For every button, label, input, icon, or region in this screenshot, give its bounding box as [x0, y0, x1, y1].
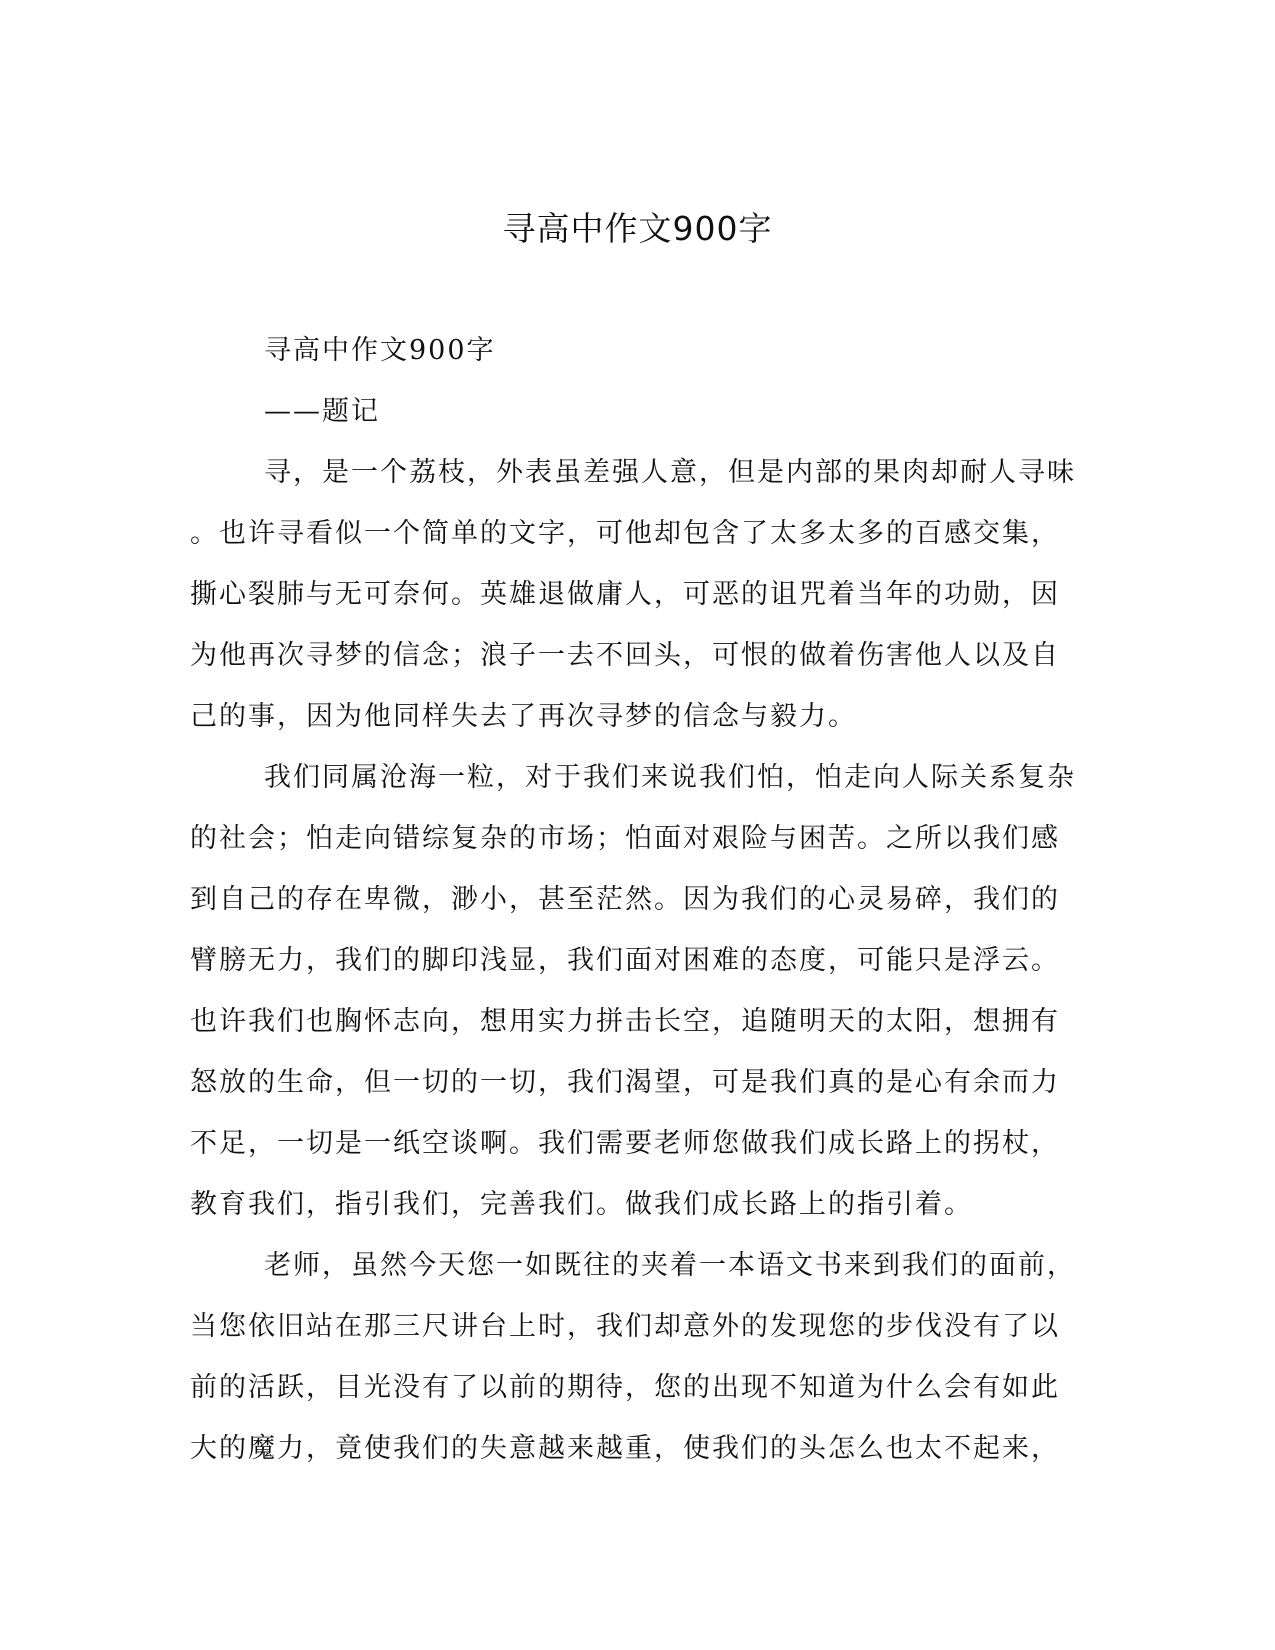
paragraph-line: 臂膀无力，我们的脚印浅显，我们面对困难的态度，可能只是浮云。	[190, 945, 1060, 976]
epigraph-line: ——题记	[264, 396, 380, 427]
paragraph-line: 为他再次寻梦的信念；浪子一去不回头，可恨的做着伤害他人以及自	[190, 640, 1060, 671]
subtitle-line: 寻高中作文900字	[264, 335, 496, 366]
paragraph-line: 大的魔力，竟使我们的失意越来越重，使我们的头怎么也太不起来，	[190, 1433, 1060, 1464]
paragraph-line: 己的事，因为他同样失去了再次寻梦的信念与毅力。	[190, 701, 857, 732]
paragraph-3	[190, 1235, 1080, 1479]
paragraph-line: 当您依旧站在那三尺讲台上时，我们却意外的发现您的步伐没有了以	[190, 1311, 1060, 1342]
paragraph-line: 怒放的生命，但一切的一切，我们渴望，可是我们真的是心有余而力	[190, 1067, 1060, 1098]
paragraph-1	[190, 442, 1080, 747]
paragraph-line: 寻，是一个荔枝，外表虽差强人意，但是内部的果肉却耐人寻味	[264, 457, 1076, 488]
paragraph-line: 老师，虽然今天您一如既往的夹着一本语文书来到我们的面前，	[264, 1250, 1076, 1281]
paragraph-line: 教育我们，指引我们，完善我们。做我们成长路上的指引着。	[190, 1189, 973, 1220]
paragraph-line: 到自己的存在卑微，渺小，甚至茫然。因为我们的心灵易碎，我们的	[190, 884, 1060, 915]
paragraph-2	[190, 747, 1080, 1235]
paragraph-line: 不足，一切是一纸空谈啊。我们需要老师您做我们成长路上的拐杖，	[190, 1128, 1060, 1159]
paragraph-line: 撕心裂肺与无可奈何。英雄退做庸人，可恶的诅咒着当年的功勋，因	[190, 579, 1060, 610]
page-title: 寻高中作文900字	[502, 209, 773, 248]
paragraph-line: 前的活跃，目光没有了以前的期待，您的出现不知道为什么会有如此	[190, 1372, 1060, 1403]
paragraph-line: 我们同属沧海一粒，对于我们来说我们怕，怕走向人际关系复杂	[264, 762, 1076, 793]
paragraph-line: 也许我们也胸怀志向，想用实力拼击长空，追随明天的太阳，想拥有	[190, 1006, 1060, 1037]
paragraph-line: 。也许寻看似一个简单的文字，可他却包含了太多太多的百感交集，	[190, 518, 1060, 549]
paragraph-line: 的社会；怕走向错综复杂的市场；怕面对艰险与困苦。之所以我们感	[190, 823, 1060, 854]
document-body	[190, 320, 1080, 1479]
